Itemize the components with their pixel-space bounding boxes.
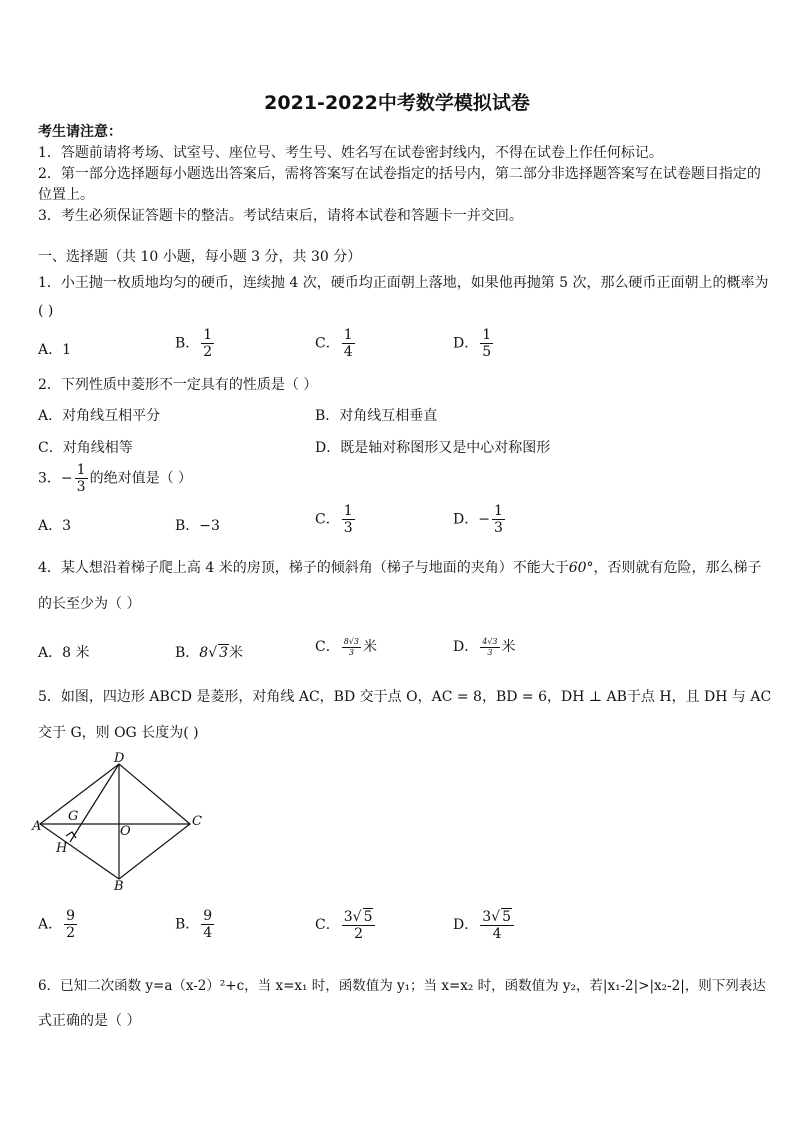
- notice-item: 2．第一部分选择题每小题选出答案后，需将答案写在试卷指定的括号内，第二部分非选择题答案写在试卷题目指定的: [38, 166, 761, 182]
- q2-option-d: D．既是轴对称图形又是中心对称图形: [315, 440, 551, 456]
- q4-option-b: B．8√ 3米: [175, 645, 244, 661]
- q5-option-c: C． $\frac{3√ 5}{2}$: [315, 908, 377, 942]
- right-angle-mark: [66, 832, 76, 838]
- notice-heading: 考生请注意：: [38, 124, 122, 140]
- q1-option-b: B． $\frac{1}{2}$: [175, 327, 213, 361]
- q2-option-c: C．对角线相等: [38, 440, 133, 456]
- notice-item: 1．答题前请将考场、试室号、座位号、考生号、姓名写在试卷密封线内，不得在试卷上作任何标记。: [38, 145, 663, 161]
- question-4-stem-2: 的长至少为（ ）: [38, 596, 141, 612]
- q4-option-a: A．8 米: [38, 645, 90, 661]
- q1-option-a: A．1: [38, 342, 72, 358]
- q3-option-b: B．−3: [175, 518, 220, 534]
- question-5-stem-2: 交于 G，则 OG 长度为( ): [38, 725, 199, 741]
- question-1-paren: ( ): [38, 303, 54, 319]
- page-title: 2021-2022中考数学模拟试卷: [264, 92, 530, 114]
- q2-option-b: B．对角线互相垂直: [315, 408, 438, 424]
- question-6-stem: 6．已知二次函数 y=a（x-2）²+c，当 x=x₁ 时，函数值为 y₁；当 x=x₂ 时，函数值为 y₂，若|x₁-2|>|x₂-2|，则下列表达: [38, 978, 766, 994]
- q5-option-a: A． $\frac{9}{2}$: [38, 908, 76, 942]
- label-d: D: [114, 752, 125, 766]
- question-3-stem: 3．− $\frac{1}{3}$ 的绝对值是（ ）: [38, 462, 193, 496]
- label-h: H: [56, 841, 68, 856]
- q1-option-c: C． $\frac{1}{4}$: [315, 327, 353, 361]
- q3-option-c: C． $\frac{1}{3}$: [315, 503, 353, 537]
- rhombus-figure: [30, 752, 220, 892]
- question-5-stem: 5．如图，四边形 ABCD 是菱形，对角线 AC，BD 交于点 O，AC = 8，BD = 6，DH ⊥ AB于点 H，且 DH 与 AC: [38, 689, 772, 705]
- q3-option-d: D．− $\frac{1}{3}$: [453, 503, 503, 537]
- question-1-stem: 1．小王抛一枚质地均匀的硬币，连续抛 4 次，硬币均正面朝上落地，如果他再抛第 5 次，那么硬币正面朝上的概率为: [38, 275, 769, 291]
- q2-option-a: A．对角线互相平分: [38, 408, 161, 424]
- section-heading: 一、选择题（共 10 小题，每小题 3 分，共 30 分）: [38, 249, 362, 265]
- question-2-stem: 2．下列性质中菱形不一定具有的性质是（ ）: [38, 377, 318, 393]
- label-a: A: [32, 819, 42, 834]
- label-g: G: [68, 809, 79, 824]
- q4-option-d: D． $\frac{4√3}{3}$ 米: [453, 637, 516, 657]
- question-4-stem: 4．某人想沿着梯子爬上高 4 米的房顶，梯子的倾斜角（梯子与地面的夹角）不能大于60°，否则就有危险，那么梯子: [38, 560, 762, 576]
- label-o: O: [120, 824, 131, 839]
- question-6-stem-2: 式正确的是（ ）: [38, 1013, 141, 1029]
- q3-option-a: A．3: [38, 518, 72, 534]
- notice-item: 3．考生必须保证答题卡的整洁。考试结束后，请将本试卷和答题卡一并交回。: [38, 208, 523, 224]
- label-b: B: [114, 879, 124, 892]
- q1-option-d: D． $\frac{1}{5}$: [453, 327, 492, 361]
- notice-item: 位置上。: [38, 187, 94, 203]
- rhombus-outline: [40, 764, 190, 879]
- label-c: C: [192, 814, 202, 829]
- q4-option-c: C． $\frac{8√3}{3}$ 米: [315, 637, 377, 657]
- segment-dh: [70, 764, 119, 842]
- q5-option-b: B． $\frac{9}{4}$: [175, 908, 213, 942]
- q5-option-d: D． $\frac{3√ 5}{4}$: [453, 908, 516, 942]
